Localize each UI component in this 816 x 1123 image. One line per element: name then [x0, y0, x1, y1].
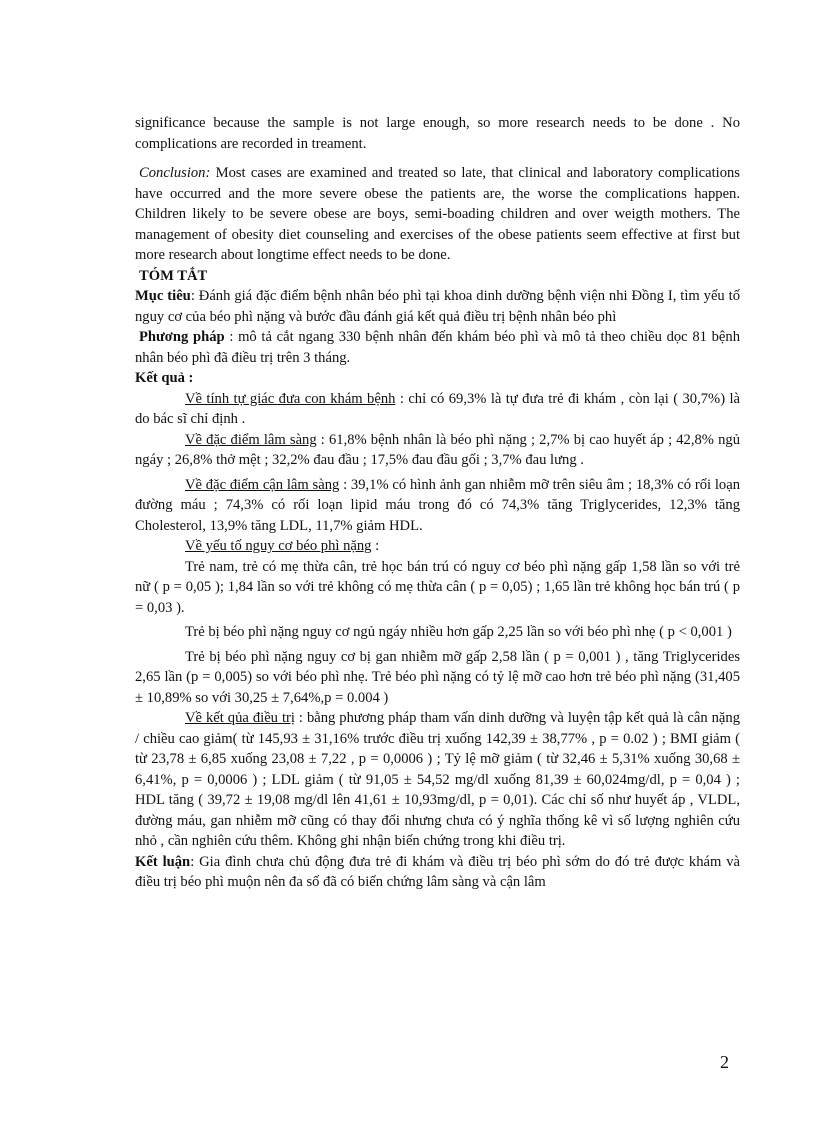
conclusion-label: Conclusion: — [139, 165, 211, 181]
can-lam-sang-paragraph — [135, 475, 740, 537]
document-page — [135, 113, 740, 893]
dieu-tri-text: : bằng phương pháp tham vấn dinh dưỡng và luyện tập kết quả là cân nặng / chiều cao giảm( từ 145,93 ± 31,16% trước điều trị xuống 142,39 ± 38,77% , p = 0.02 ) ; BMI giảm ( từ 23,78 ± 6,85 xuống 23,08 ± 7,22 , p = 0,0006 ) ; Tỷ lệ mỡ giảm ( từ 32,46 ± 5,31% xuống 30,68 ± 6,41%, p = 0,0006 ) ; LDL giảm ( từ 91,05 ± 54,52 mg/dl xuống 81,39 ± 60,024mg/dl, p = 0,04 ) ; HDL tăng ( 39,72 ± 19,08 mg/dl lên 41,61 ± 10,93mg/dl, p = 0,01). Các chỉ số như huyết áp , VLDL, đường máu, gan nhiễm mỡ cũng có thay đổi nhưng chưa có ý nghĩa thống kê vì số lượng nghiên cứu nhỏ , cần nghiên cứu thêm. Không ghi nhận biến chứng trong khi điều trị. — [135, 710, 740, 849]
page-number: 2 — [720, 1052, 729, 1072]
lam-sang-paragraph — [135, 430, 740, 471]
muc-tieu-text: : Đánh giá đặc điểm bệnh nhân béo phì tại khoa dinh dưỡng bệnh viện nhi Đồng I, tìm yếu tố nguy cơ của béo phì nặng và bước đầu đánh giá kết quả điều trị bệnh nhân béo phì — [135, 288, 741, 325]
nguy-co-paragraph-2: Trẻ bị béo phì nặng nguy cơ ngủ ngáy nhiều hơn gấp 2,25 lần so với béo phì nhẹ ( p < 0,001 ) — [185, 624, 732, 640]
can-lam-sang-label: Về đặc điểm cận lâm sàng — [185, 476, 340, 493]
tu-giac-text: : chỉ có 69,3% là tự đưa trẻ đi khám , còn lại ( 30,7%) là do bác sĩ chỉ định . — [135, 390, 740, 427]
ket-luan-label: Kết luận — [135, 853, 191, 870]
ket-luan-paragraph — [135, 852, 740, 893]
ket-luan-text: : Gia đình chưa chủ động đưa trẻ đi khám và điều trị béo phì sớm do đó trẻ được khám và điều trị béo phì muộn nên đa số đã có biến chứng lâm sàng và cận lâm — [135, 853, 740, 890]
english-conclusion — [135, 163, 740, 266]
phuong-phap-text: : mô tả cắt ngang 330 bệnh nhân đến khám béo phì và mô tả theo chiều dọc 81 bệnh nhân béo phì đã điều trị trên 3 tháng. — [135, 329, 740, 366]
phuong-phap-paragraph — [135, 327, 740, 368]
nguy-co-heading — [135, 536, 740, 557]
dieu-tri-paragraph — [135, 708, 740, 852]
vn-summary-title: TÓM TẮT — [139, 267, 208, 284]
muc-tieu-label: Mục tiêu — [135, 288, 191, 304]
muc-tieu-paragraph — [135, 286, 740, 327]
can-lam-sang-text: : 39,1% có hình ảnh gan nhiễm mỡ trên siêu âm ; 18,3% có rối loạn đường máu ; 74,3% có rối loạn lipid máu trong đó có 74,3% tăng Triglycerides, 12,3% tăng Cholesterol, 13,9% tăng LDL, 11,7% giảm HDL. — [135, 476, 741, 534]
dieu-tri-label: Về kết qủa điều trị — [185, 710, 295, 726]
lam-sang-label: Về đặc điểm lâm sàng — [185, 431, 317, 448]
nguy-co-paragraph-3: Trẻ bị béo phì nặng nguy cơ bị gan nhiễm mỡ gấp 2,58 lần ( p = 0,001 ) , tăng Triglycerides 2,65 lần (p = 0,005) so với béo phì nhẹ. Trẻ béo phì nặng có tỷ lệ mỡ cao hơn trẻ béo phì nặng (31,405 ± 10,89% so với 30,25 ± 7,64%,p = 0.004 ) — [135, 648, 740, 706]
nguy-co-paragraph-1: Trẻ nam, trẻ có mẹ thừa cân, trẻ học bán trú có nguy cơ béo phì nặng gấp 1,58 lần so với trẻ nữ ( p = 0,05 ); 1,84 lần so với trẻ không có mẹ thừa cân ( p = 0,05) ; 1,65 lần trẻ không học bán trú ( p = 0,03 ). — [135, 558, 740, 616]
phuong-phap-label: Phương pháp — [139, 329, 225, 345]
conclusion-text: Most cases are examined and treated so late, that clinical and laboratory complications have occurred and the more severe obese the patients are, the worse the complications happen. Children likely to be severe obese are boys, semi-boading children and over weigth mothers. The management of obesity diet counseling and exercises of the obese patients seem effective at first but more research about longtime effect needs to be done. — [135, 165, 740, 263]
nguy-co-colon: : — [371, 538, 380, 554]
nguy-co-label: Về yếu tố nguy cơ béo phì nặng — [185, 538, 372, 554]
lam-sang-text: : 61,8% bệnh nhân là béo phì nặng ; 2,7% bị cao huyết áp ; 42,8% ngủ ngáy ; 26,8% thở mệt ; 32,2% đau đầu ; 17,5% đau đầu gối ; 3,7% đau lưng . — [135, 431, 740, 468]
english-continuation: significance because the sample is not large enough, so more research needs to be done . No complications are recorded in treament. — [135, 115, 740, 152]
tu-giac-paragraph — [135, 389, 740, 430]
tu-giac-label: Về tính tự giác đưa con khám bệnh — [185, 390, 396, 407]
ket-qua-heading: Kết quả : — [135, 370, 194, 386]
